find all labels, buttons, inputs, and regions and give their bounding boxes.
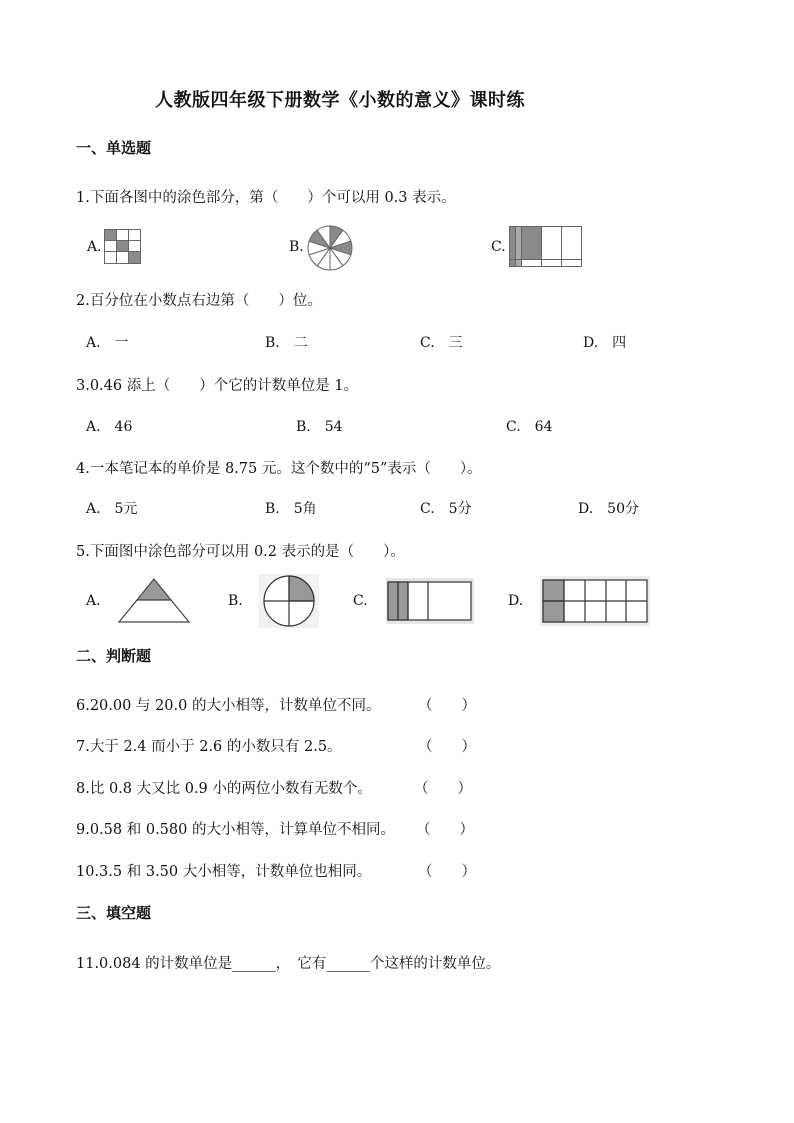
q5-option-a-figure — [118, 578, 190, 624]
answer-blank-10[interactable]: （ ） — [418, 864, 476, 880]
page-title: 人教版四年级下册数学《小数的意义》课时练 — [155, 90, 525, 111]
q2-option-b: B. 二 — [265, 335, 308, 351]
q4-option-c: C. 5分 — [420, 501, 472, 517]
question-1: 1.下面各图中的涂色部分，第（ ）个可以用 0.3 表示。 — [76, 190, 456, 206]
question-4: 4.一本笔记本的单价是 8.75 元。这个数中的“5”表示（ ）。 — [76, 461, 482, 477]
answer-blank-7[interactable]: （ ） — [418, 739, 476, 755]
q1-option-a-label: A. — [87, 239, 102, 255]
section-heading-single-choice: 一、单选题 — [76, 139, 152, 157]
q1-option-c-label: C. — [491, 239, 506, 255]
question-8: 8.比 0.8 大又比 0.9 小的两位小数有无数个。 — [76, 781, 372, 797]
question-11: 11.0.084 的计数单位是______， 它有______个这样的计数单位。 — [76, 956, 501, 972]
answer-blank-8[interactable]: （ ） — [414, 781, 472, 797]
question-9: 9.0.58 和 0.580 的大小相等，计算单位不相同。 — [76, 822, 395, 838]
q3-option-c: C. 64 — [506, 419, 553, 435]
q3-option-a: A. 46 — [86, 419, 133, 435]
q4-option-b: B. 5角 — [265, 501, 317, 517]
question-6: 6.20.00 与 20.0 的大小相等，计数单位不同。 — [76, 698, 381, 714]
q2-option-a: A. 一 — [86, 335, 129, 351]
q2-option-d: D. 四 — [583, 335, 627, 351]
q1-option-a-figure — [104, 229, 142, 265]
q1-option-b-figure — [307, 225, 353, 271]
q5-option-c-label: C. — [353, 593, 368, 609]
question-7: 7.大于 2.4 而小于 2.6 的小数只有 2.5。 — [76, 739, 342, 755]
q5-option-b-label: B. — [228, 593, 243, 609]
q5-option-a-label: A. — [86, 593, 101, 609]
q1-option-b-label: B. — [289, 239, 304, 255]
question-10: 10.3.5 和 3.50 大小相等，计数单位也相同。 — [76, 864, 372, 880]
q5-option-d-figure — [540, 576, 650, 626]
question-5: 5.下面图中涂色部分可以用 0.2 表示的是（ ）。 — [76, 544, 405, 560]
section-heading-fill-in: 三、填空题 — [76, 904, 152, 922]
q4-option-a: A. 5元 — [86, 501, 138, 517]
q2-option-c: C. 三 — [420, 335, 463, 351]
section-heading-true-false: 二、判断题 — [76, 647, 152, 665]
q5-option-c-figure — [386, 578, 474, 624]
question-2: 2.百分位在小数点右边第（ ）位。 — [76, 293, 322, 309]
q4-option-d: D. 50分 — [578, 501, 639, 517]
q3-option-b: B. 54 — [296, 419, 343, 435]
q5-option-b-figure — [259, 574, 319, 628]
answer-blank-9[interactable]: （ ） — [416, 822, 474, 838]
answer-blank-6[interactable]: （ ） — [418, 698, 476, 714]
q1-option-c-figure — [509, 226, 583, 268]
q5-option-d-label: D. — [508, 593, 524, 609]
question-3: 3.0.46 添上（ ）个它的计数单位是 1。 — [76, 378, 359, 394]
